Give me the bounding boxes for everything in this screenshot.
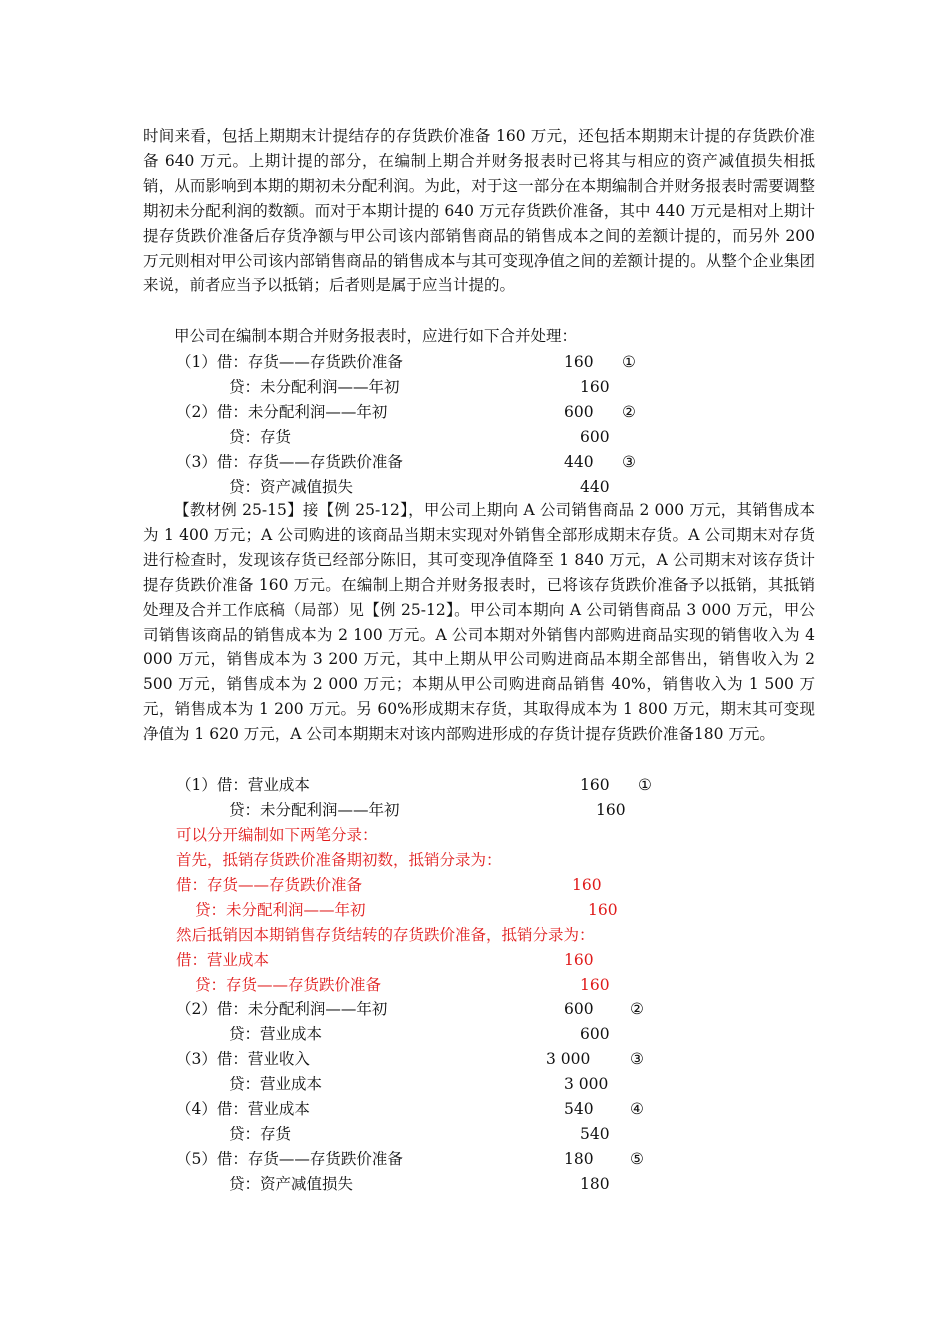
entry-b2-credit-amount: 600 (580, 1025, 610, 1043)
entry-2-marker: ② (622, 403, 636, 421)
entry-2-credit: 贷：存货 (229, 428, 292, 446)
entry-b5-debit: （5）借：存货——存货跌价准备 (176, 1150, 403, 1168)
note-credit-1: 贷：未分配利润——年初 (195, 901, 366, 919)
entry-1-debit-amount: 160 (564, 353, 594, 371)
note-debit-1-amount: 160 (572, 876, 602, 894)
paragraph-inventory-impairment: 时间来看，包括上期期末计提结存的存货跌价准备 160 万元，还包括本期期末计提的存货跌价准备 640 万元。上期计提的部分，在编制上期合并财务报表时已将其与相应的资产减值损失相抵销，从而影响到本期的期初未分配利润。为此，对于这一部分在本期编制合并财务报表时需要调整期初未分配利润的数额。而对于本期计提的 640 万元存货跌价准备，其中 440 万元是相对上期计提存货跌价准备后存货净额与甲公司该内部销售商品的销售成本之间的差额计提的，而另外 200 万元则相对甲公司该内部销售商品的销售成本与其可变现净值之间的差额计提的。从整个企业集团来说，前者应当予以抵销；后者则是属于应当计提的。 (143, 127, 815, 295)
entry-b2-debit-amount: 600 (564, 1000, 594, 1018)
entry-3-credit: 贷：资产减值损失 (229, 478, 354, 496)
entry-b2-credit: 贷：营业成本 (229, 1025, 323, 1043)
entry-1-debit: （1）借：存货——存货跌价准备 (176, 353, 403, 371)
entry-b1-debit: （1）借：营业成本 (176, 776, 310, 794)
note-credit-2-amount: 160 (580, 976, 610, 994)
entry-b4-credit: 贷：存货 (229, 1125, 292, 1143)
note-debit-2-amount: 160 (564, 951, 594, 969)
entry-2-debit: （2）借：未分配利润——年初 (176, 403, 388, 421)
entry-b3-credit-amount: 3 000 (564, 1075, 609, 1093)
note-then-offset: 然后抵销因本期销售存货结转的存货跌价准备，抵销分录为： (176, 926, 595, 944)
entry-2-debit-amount: 600 (564, 403, 594, 421)
entry-b5-credit: 贷：资产减值损失 (229, 1175, 354, 1193)
entry-b1-marker: ① (638, 776, 652, 794)
paragraph-example-25-15: 【教材例 25-15】接【例 25-12】，甲公司上期向 A 公司销售商品 2 000 万元，其销售成本为 1 400 万元；A 公司购进的该商品当期末实现对外销售全部形成期末存货。A 公司期末对存货进行检查时，发现该存货已经部分陈旧，其可变现净值降至 1 840 万元，A 公司期末对该存货计提存货跌价准备 160 万元。在编制上期合并财务报表时，已将该存货跌价准备予以抵销，其抵销处理及合并工作底稿（局部）见【例 25-12】。甲公司本期向 A 公司销售商品 3 000 万元，甲公司销售该商品的销售成本为 2 100 万元。A 公司本期对外销售内部购进商品实现的销售收入为 4 000 万元，销售成本为 3 200 万元，其中上期从甲公司购进商品本期全部售出，销售收入为 2 500 万元，销售成本为 2 000 万元；本期从甲公司购进商品销售 40%，销售收入为 1 500 万元，销售成本为 1 200 万元。另 60%形成期末存货，其取得成本为 1 800 万元，期末其可变现净值为 1 620 万元，A 公司本期期末对该内部购进形成的存货计提存货跌价准备180 万元。 (143, 501, 815, 744)
entry-3-credit-amount: 440 (580, 478, 610, 496)
entry-b3-marker: ③ (630, 1050, 644, 1068)
entry-b5-marker: ⑤ (630, 1150, 644, 1168)
entry-b5-debit-amount: 180 (564, 1150, 594, 1168)
entry-b1-credit-amount: 160 (596, 801, 626, 819)
entry-b4-credit-amount: 540 (580, 1125, 610, 1143)
entry-3-debit-amount: 440 (564, 453, 594, 471)
entry-b3-debit-amount: 3 000 (546, 1050, 591, 1068)
note-credit-1-amount: 160 (588, 901, 618, 919)
entry-b3-credit: 贷：营业成本 (229, 1075, 323, 1093)
note-debit-2: 借：营业成本 (176, 951, 270, 969)
entry-b4-debit: （4）借：营业成本 (176, 1100, 310, 1118)
entry-1-credit: 贷：未分配利润——年初 (229, 378, 400, 396)
entry-b3-debit: （3）借：营业收入 (176, 1050, 310, 1068)
note-credit-2: 贷：存货——存货跌价准备 (195, 976, 382, 994)
entry-3-debit: （3）借：存货——存货跌价准备 (176, 453, 403, 471)
entry-b5-credit-amount: 180 (580, 1175, 610, 1193)
entry-3-marker: ③ (622, 453, 636, 471)
entry-b1-debit-amount: 160 (580, 776, 610, 794)
entry-2-credit-amount: 600 (580, 428, 610, 446)
paragraph-consolidation-intro: 甲公司在编制本期合并财务报表时，应进行如下合并处理： (174, 327, 578, 345)
entry-1-marker: ① (622, 353, 636, 371)
entry-b4-debit-amount: 540 (564, 1100, 594, 1118)
note-debit-1: 借：存货——存货跌价准备 (176, 876, 363, 894)
note-first-offset: 首先，抵销存货跌价准备期初数，抵销分录为： (176, 851, 502, 869)
entry-b4-marker: ④ (630, 1100, 644, 1118)
entry-b1-credit: 贷：未分配利润——年初 (229, 801, 400, 819)
entry-b2-marker: ② (630, 1000, 644, 1018)
entry-1-credit-amount: 160 (580, 378, 610, 396)
entry-b2-debit: （2）借：未分配利润——年初 (176, 1000, 388, 1018)
note-split-entries: 可以分开编制如下两笔分录： (176, 826, 378, 844)
